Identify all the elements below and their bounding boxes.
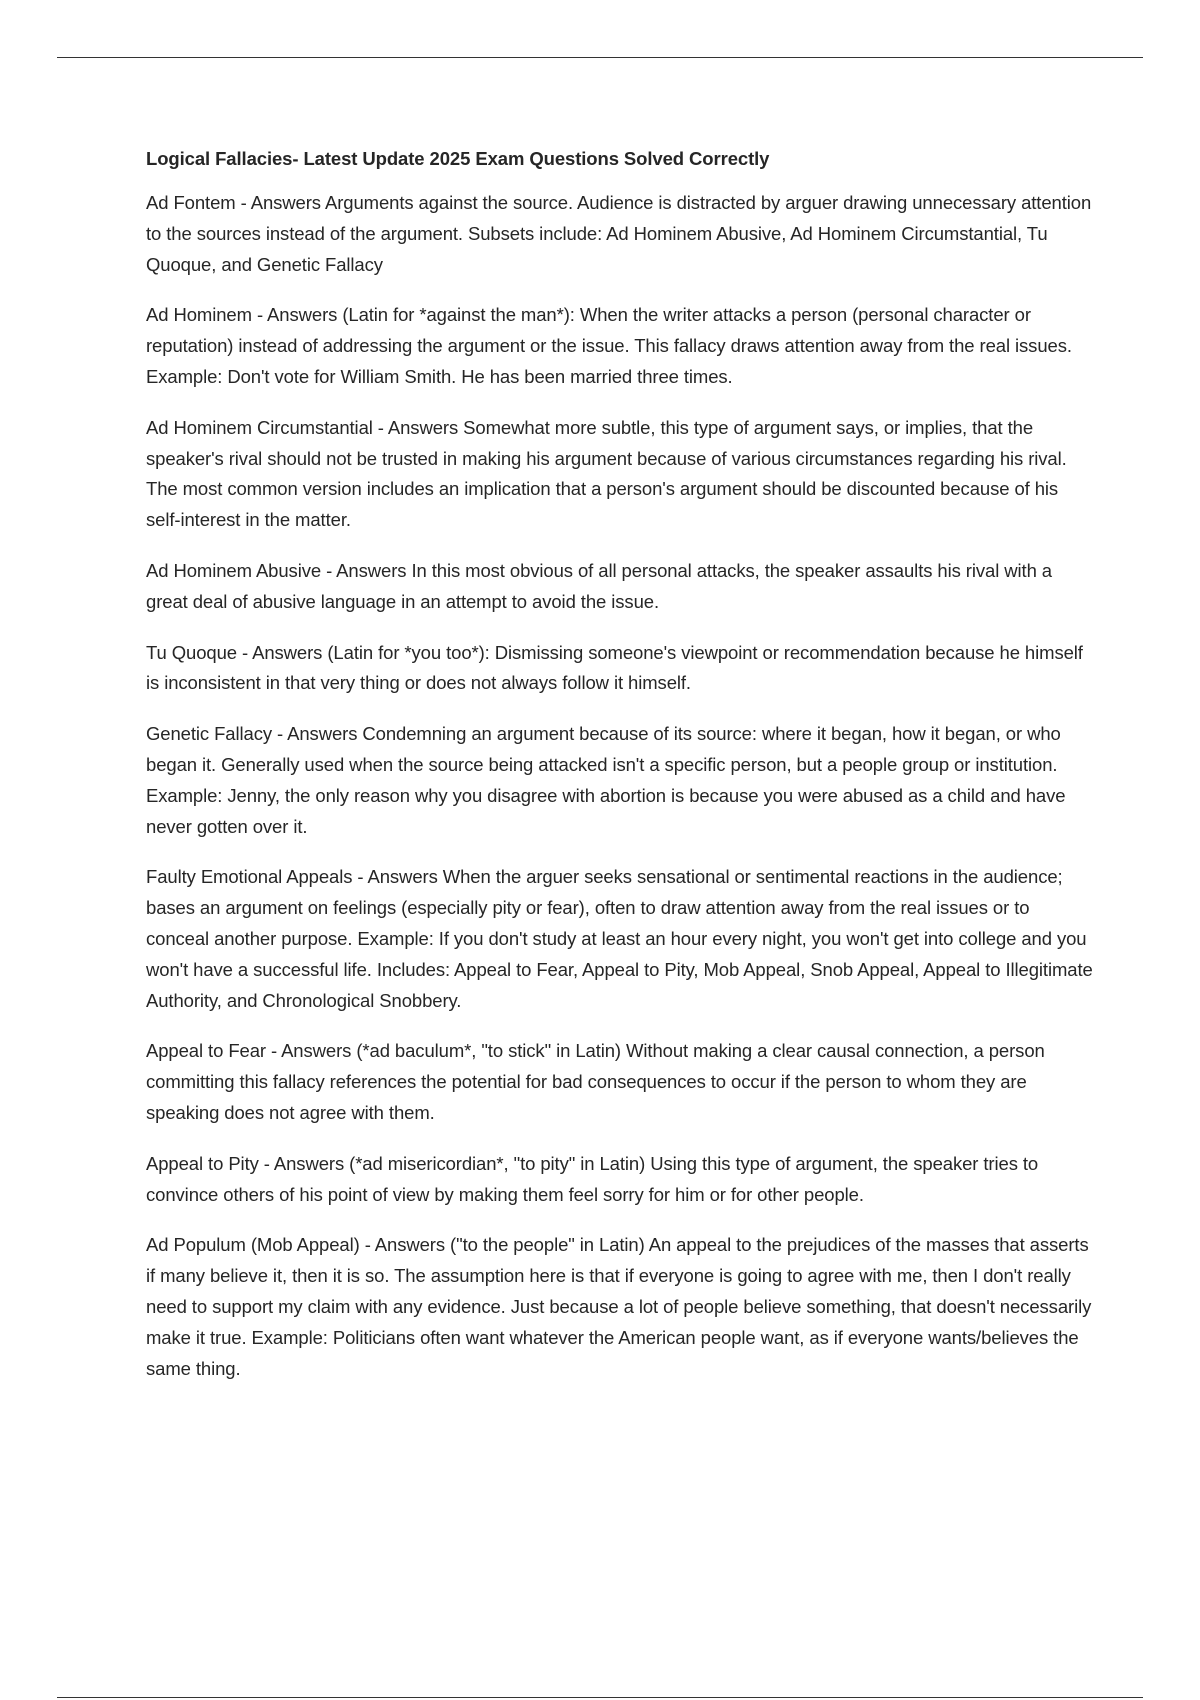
entry-tu-quoque: Tu Quoque - Answers (Latin for *you too*): Dismissing someone's viewpoint or recommendation because he himself is inconsistent in that very thing or does not always follow it himself. (146, 641, 1083, 694)
entry-ad-hominem-circumstantial: Ad Hominem Circumstantial - Answers Somewhat more subtle, this type of argument says, or implies, that the speaker's rival should not be trusted in making his argument because of various circumstances regarding his rival. The most common version includes an implication that a person's argument should be discounted because of his self-interest in the matter. (146, 416, 1067, 531)
header-rule (57, 57, 1143, 58)
entry-faulty-emotional-appeals: Faulty Emotional Appeals - Answers When the arguer seeks sensational or sentimental reactions in the audience; bases an argument on feelings (especially pity or fear), often to draw attention away from the real issues or to conceal another purpose. Example: If you don't study at least an hour every night, you won't get into college and you won't have a successful life. Includes: Appeal to Fear, Appeal to Pity, Mob Appeal, Snob Appeal, Appeal to Illegitimate Authority, and Chronological Snobbery. (146, 866, 1093, 1011)
entry-genetic-fallacy: Genetic Fallacy - Answers Condemning an argument because of its source: where it began, how it began, or who began it. Generally used when the source being attacked isn't a specific person, but a people group or institution. Example: Jenny, the only reason why you disagree with abortion is because you were abused as a child and have never gotten over it. (146, 723, 1066, 837)
footer-rule (57, 1697, 1143, 1698)
document-body (146, 144, 1096, 1404)
entry-ad-hominem: Ad Hominem - Answers (Latin for *against the man*): When the writer attacks a person (personal character or reputation) instead of addressing the argument or the issue. This fallacy draws attention away from the real issues. Example: Don't vote for William Smith. He has been married three times. (146, 304, 1072, 387)
entry-appeal-to-fear: Appeal to Fear - Answers (*ad baculum*, "to stick" in Latin) Without making a clear causal connection, a person committing this fallacy references the potential for bad consequences to occur if the person to whom they are speaking does not agree with them. (146, 1040, 1045, 1123)
document-title: Logical Fallacies- Latest Update 2025 Exam Questions Solved Correctly (146, 148, 770, 169)
entry-ad-populum: Ad Populum (Mob Appeal) - Answers ("to the people" in Latin) An appeal to the prejudices of the masses that asserts if many believe it, then it is so. The assumption here is that if everyone is going to agree with me, then I don't really need to support my claim with any evidence. Just because a lot of people believe something, that doesn't necessarily make it true. Example: Politicians often want whatever the American people want, as if everyone wants/believes the same thing. (146, 1234, 1092, 1379)
entry-appeal-to-pity: Appeal to Pity - Answers (*ad misericordian*, "to pity" in Latin) Using this type of argument, the speaker tries to convince others of his point of view by making them feel sorry for him or for other people. (146, 1152, 1039, 1205)
entry-ad-hominem-abusive: Ad Hominem Abusive - Answers In this most obvious of all personal attacks, the speaker assaults his rival with a great deal of abusive language in an attempt to avoid the issue. (146, 559, 1052, 612)
entry-ad-fontem: Ad Fontem - Answers Arguments against the source. Audience is distracted by arguer drawing unnecessary attention to the sources instead of the argument. Subsets include: Ad Hominem Abusive, Ad Hominem Circumstantial, Tu Quoque, and Genetic Fallacy (146, 192, 1092, 275)
